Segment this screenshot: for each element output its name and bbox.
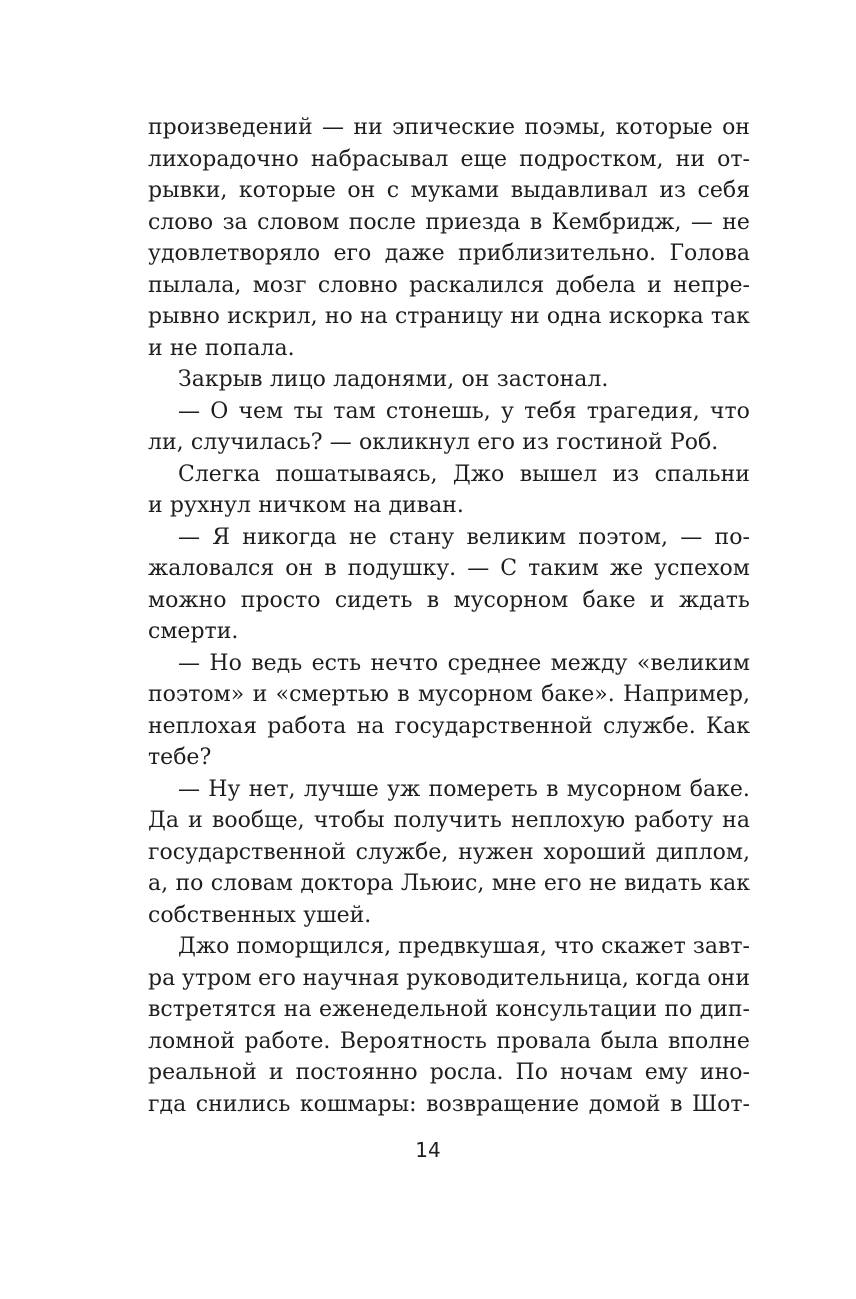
text-line: а, по словам доктора Льюис, мне его не видать как (148, 871, 750, 896)
text-line: можно просто сидеть в мусорном баке и ждать (148, 587, 750, 613)
page-number: 14 (415, 1138, 441, 1162)
text-line: поэтом» и «смертью в мусорном баке». Например, (148, 682, 750, 707)
body-text (148, 112, 750, 1120)
text-line: пылала, мозг словно раскалился добела и непре- (148, 272, 750, 298)
text-line: ломной работе. Вероятность провала была вполне (148, 1028, 750, 1054)
text-line: — О чем ты там стонешь, у тебя трагедия, что (178, 398, 750, 424)
text-line: жаловался он в подушку. — С таким же успехом (148, 556, 750, 581)
text-line: лихорадочно набрасывал еще подростком, ни от- (148, 146, 750, 172)
text-line: Джо поморщился, предвкушая, что скажет завт- (178, 934, 750, 959)
text-line: ра утром его научная руководительница, когда они (148, 965, 750, 991)
text-line: и не попала. (148, 335, 295, 361)
text-line: и рухнул ничком на диван. (148, 493, 464, 518)
text-line: ли, случилась? — окликнул его из гостиной Роб. (148, 430, 719, 455)
text-line: неплохая работа на государственной службе. Как (148, 713, 750, 739)
text-line: собственных ушей. (148, 902, 372, 928)
text-line: Да и вообще, чтобы получить неплохую работу на (148, 808, 750, 833)
text-line: рывки, которые он с муками выдавливал из себя (148, 178, 750, 203)
text-line: реальной и постоянно росла. По ночам ему ино- (148, 1060, 750, 1085)
text-line: — Я никогда не стану великим поэтом, — по- (178, 524, 750, 550)
text-line: Закрыв лицо ладонями, он застонал. (178, 367, 609, 392)
text-line: тебе? (148, 745, 212, 770)
text-line: смерти. (148, 619, 239, 644)
text-line: государственной службе, нужен хороший диплом, (148, 839, 750, 865)
text-line: удовлетворяло его даже приблизительно. Голова (148, 241, 750, 266)
text-line: — Ну нет, лучше уж помереть в мусорном баке. (178, 776, 750, 802)
text-line: Слегка пошатываясь, Джо вышел из спальни (178, 461, 750, 487)
text-line: встретятся на еженедельной консультации по дип- (148, 997, 750, 1022)
text-line: рывно искрил, но на страницу ни одна искорка так (148, 304, 750, 329)
text-line: произведений — ни эпические поэмы, которые он (148, 115, 750, 140)
text-line: — Но ведь есть нечто среднее между «великим (178, 650, 750, 676)
text-line: гда снились кошмары: возвращение домой в Шот- (148, 1091, 750, 1117)
text-line: слово за словом после приезда в Кембридж, — не (148, 209, 750, 235)
